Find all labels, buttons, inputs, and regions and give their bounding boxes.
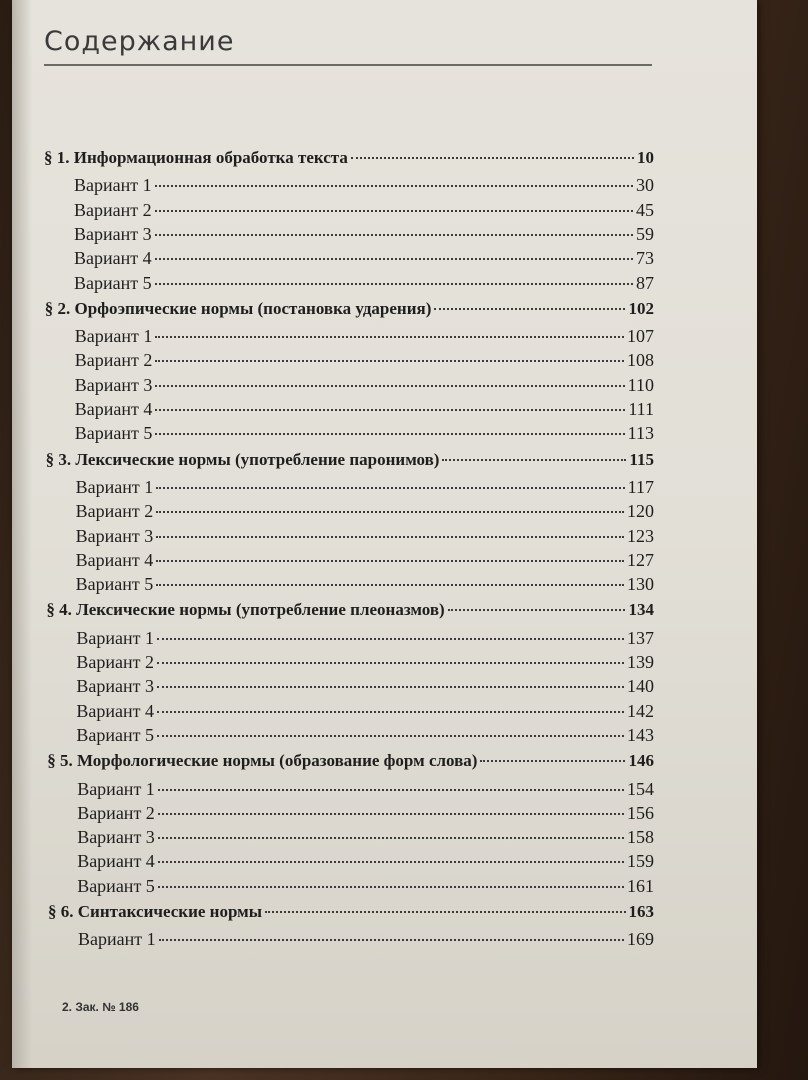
toc-variant-label: Вариант 3 — [77, 827, 155, 848]
title-underline — [44, 64, 652, 66]
toc-section-row — [46, 599, 654, 621]
dot-leader — [157, 735, 624, 737]
toc-section-title: § 5. Морфологические нормы (образование форм слова) — [47, 751, 478, 771]
dot-leader — [156, 487, 624, 489]
toc-section-title: § 3. Лексические нормы (употребление паронимов) — [45, 449, 440, 469]
toc-variant-label: Вариант 1 — [75, 476, 154, 497]
dot-leader — [265, 911, 625, 913]
toc-variant-label: Вариант 4 — [74, 248, 152, 269]
page-title: Содержание — [44, 26, 235, 57]
toc-variant-label: Вариант 5 — [74, 423, 153, 444]
toc-variant-row — [75, 349, 654, 371]
toc-variant-row — [74, 223, 654, 245]
dot-leader — [157, 686, 624, 688]
dot-leader — [158, 813, 624, 815]
toc-variant-label: Вариант 4 — [76, 700, 155, 721]
toc-variant-row — [74, 247, 654, 269]
toc-page-number: 137 — [626, 627, 654, 648]
toc-variant-row — [74, 199, 654, 221]
toc-page-number: 134 — [628, 600, 654, 620]
toc-variant-label: Вариант 1 — [74, 326, 153, 347]
toc-page-number: 140 — [626, 676, 654, 697]
dot-leader — [155, 385, 624, 387]
toc-variant-row — [75, 374, 654, 396]
toc-variant-row — [76, 525, 654, 547]
toc-page-number: 30 — [636, 175, 654, 196]
toc-variant-row — [76, 627, 654, 649]
toc-variant-label: Вариант 2 — [74, 199, 152, 220]
toc-variant-row — [74, 272, 654, 294]
page-binding-shadow — [12, 0, 32, 1068]
toc-page-number: 159 — [626, 851, 654, 872]
toc-page-number: 163 — [628, 902, 654, 921]
dot-leader — [158, 861, 624, 863]
toc-page-number: 73 — [636, 248, 654, 269]
toc-variant-label: Вариант 2 — [76, 652, 155, 672]
toc-page-number: 108 — [626, 350, 654, 371]
toc-variant-label: Вариант 2 — [77, 802, 155, 823]
toc-variant-label: Вариант 5 — [76, 724, 155, 745]
toc-page-number: 117 — [627, 476, 654, 497]
toc-variant-row — [75, 398, 654, 420]
toc-variant-row — [76, 549, 654, 571]
toc-page-number: 169 — [627, 929, 654, 950]
toc-page-number: 142 — [626, 700, 654, 721]
toc-variant-row — [77, 875, 654, 897]
toc-page-number: 102 — [628, 298, 654, 318]
toc-section-title: § 4. Лексические нормы (употребление плеоназмов) — [46, 600, 445, 620]
toc-section-row — [44, 147, 654, 169]
toc-section-title: § 6. Синтаксические нормы — [48, 902, 263, 921]
toc-variant-row — [76, 651, 654, 673]
toc-page-number: 111 — [628, 399, 654, 419]
toc-page-number: 87 — [636, 272, 654, 293]
toc-page-number: 110 — [627, 374, 654, 395]
toc-page-number: 130 — [626, 574, 654, 595]
dot-leader — [155, 360, 624, 362]
toc-variant-label: Вариант 3 — [74, 223, 152, 244]
toc-variant-label: Вариант 1 — [77, 778, 155, 799]
toc-variant-row — [76, 573, 654, 595]
toc-page-number: 154 — [626, 778, 654, 799]
toc-variant-row — [76, 500, 654, 522]
toc-variant-row — [74, 174, 654, 196]
toc-page-number: 156 — [626, 802, 654, 823]
toc-page-number: 10 — [637, 148, 654, 167]
dot-leader — [155, 433, 624, 435]
toc-variant-label: Вариант 1 — [78, 929, 156, 950]
toc-variant-row — [77, 850, 654, 872]
toc-page-number: 158 — [626, 827, 654, 848]
dot-leader — [158, 789, 624, 791]
dot-leader — [156, 560, 624, 562]
toc-section-row — [47, 750, 654, 772]
toc-page-number: 146 — [628, 751, 654, 771]
toc-variant-label: Вариант 3 — [76, 676, 155, 697]
toc-page-number: 127 — [626, 549, 654, 570]
dot-leader — [158, 886, 624, 888]
toc-page-number: 143 — [626, 724, 654, 745]
toc-page-number: 107 — [626, 326, 654, 347]
toc-variant-label: Вариант 1 — [74, 175, 152, 196]
dot-leader — [156, 584, 624, 586]
toc-variant-row — [76, 476, 654, 498]
dot-leader — [448, 609, 626, 611]
toc-page-number: 45 — [636, 199, 654, 220]
toc-variant-row — [76, 724, 654, 746]
dot-leader — [157, 662, 624, 664]
toc-variant-row — [78, 928, 654, 950]
dot-leader — [434, 308, 625, 310]
toc-section-row — [45, 298, 654, 320]
toc-variant-label: Вариант 4 — [75, 549, 154, 570]
dot-leader — [155, 185, 633, 187]
toc-variant-row — [76, 700, 654, 722]
toc-section-title: § 1. Информационная обработка текста — [44, 148, 348, 167]
dot-leader — [157, 711, 624, 713]
toc-variant-label: Вариант 2 — [74, 350, 153, 371]
dot-leader — [351, 157, 634, 159]
book-page — [12, 0, 757, 1068]
dot-leader — [159, 939, 624, 941]
dot-leader — [155, 258, 633, 260]
toc-variant-row — [77, 778, 654, 800]
dot-leader — [155, 336, 624, 338]
dot-leader — [480, 760, 625, 762]
toc-variant-row — [76, 675, 654, 697]
dot-leader — [156, 536, 624, 538]
toc-variant-row — [75, 422, 654, 444]
toc-page-number: 115 — [629, 449, 654, 469]
toc-variant-label: Вариант 5 — [75, 574, 154, 595]
dot-leader — [155, 409, 625, 411]
toc-variant-label: Вариант 4 — [77, 851, 155, 872]
toc-page-number: 139 — [626, 652, 654, 672]
toc-page-number: 59 — [636, 223, 654, 244]
toc-variant-label: Вариант 5 — [77, 875, 155, 896]
dot-leader — [155, 210, 633, 212]
dot-leader — [157, 638, 624, 640]
print-order-number: 2. Зак. № 186 — [62, 1000, 139, 1014]
toc-variant-row — [75, 325, 654, 347]
toc-page-number: 113 — [627, 423, 654, 444]
dot-leader — [155, 283, 633, 285]
dot-leader — [442, 459, 626, 461]
toc-page-number: 123 — [626, 525, 654, 546]
toc-section-title: § 2. Орфоэпические нормы (постановка ударения) — [44, 298, 432, 318]
toc-section-row — [48, 901, 654, 923]
toc-page-number: 161 — [626, 875, 654, 896]
toc-page-number: 120 — [626, 501, 654, 522]
toc-variant-row — [77, 826, 654, 848]
toc-section-row — [46, 449, 654, 471]
toc-variant-label: Вариант 3 — [74, 374, 153, 395]
toc-variant-label: Вариант 1 — [76, 627, 155, 648]
toc-variant-row — [77, 802, 654, 824]
dot-leader — [158, 837, 624, 839]
toc-variant-label: Вариант 2 — [75, 501, 154, 522]
dot-leader — [155, 234, 633, 236]
toc-variant-label: Вариант 5 — [74, 272, 152, 293]
toc-variant-label: Вариант 3 — [75, 525, 154, 546]
dot-leader — [156, 511, 624, 513]
toc-variant-label: Вариант 4 — [74, 399, 153, 419]
